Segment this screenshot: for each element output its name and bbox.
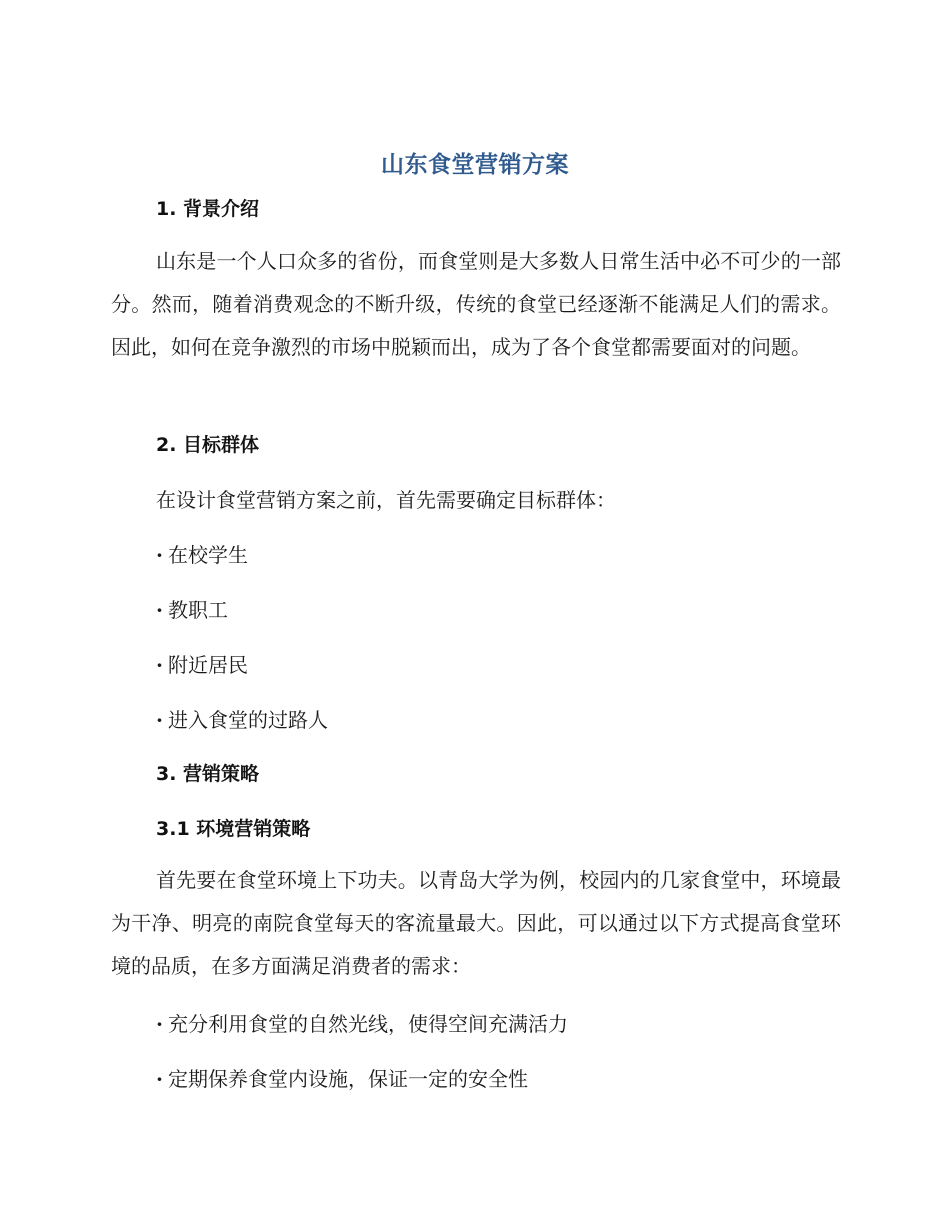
list-item-text: 充分利用食堂的自然光线，使得空间充满活力 — [168, 1012, 568, 1036]
strategy-paragraph: 首先要在食堂环境上下功夫。以青岛大学为例，校园内的几家食堂中，环境最为干净、明亮的南院食堂每天的客流量最大。因此，可以通过以下方式提高食堂环境的品质，在多方面满足消费者的需求： — [111, 868, 841, 978]
bullet-icon: · — [156, 1012, 163, 1036]
list-item-text: 定期保养食堂内设施，保证一定的安全性 — [168, 1067, 528, 1091]
list-item-text: 在校学生 — [168, 543, 248, 567]
list-item — [156, 1063, 528, 1092]
list-item — [156, 1008, 568, 1037]
section-heading-background: 1. 背景介绍 — [156, 198, 260, 220]
list-item — [156, 649, 248, 678]
target-intro: 在设计食堂营销方案之前，首先需要确定目标群体： — [156, 488, 616, 512]
list-item-text: 附近居民 — [168, 653, 248, 677]
document-title: 山东食堂营销方案 — [381, 152, 569, 178]
bullet-icon: · — [156, 653, 163, 677]
background-paragraph: 山东是一个人口众多的省份，而食堂则是大多数人日常生活中必不可少的一部分。然而，随着消费观念的不断升级，传统的食堂已经逐渐不能满足人们的需求。因此，如何在竞争激烈的市场中脱颖而出，成为了各个食堂都需要面对的问题。 — [111, 249, 841, 359]
bullet-icon: · — [156, 543, 163, 567]
list-item — [156, 594, 228, 623]
list-item-text: 教职工 — [168, 598, 228, 622]
list-item-text: 进入食堂的过路人 — [168, 708, 328, 732]
list-item — [156, 539, 248, 568]
list-item — [156, 704, 328, 733]
section-heading-target: 2. 目标群体 — [156, 434, 260, 456]
sub-heading-environment: 3.1 环境营销策略 — [156, 818, 311, 840]
section-heading-strategy: 3. 营销策略 — [156, 763, 260, 785]
bullet-icon: · — [156, 598, 163, 622]
bullet-icon: · — [156, 708, 163, 732]
bullet-icon: · — [156, 1067, 163, 1091]
